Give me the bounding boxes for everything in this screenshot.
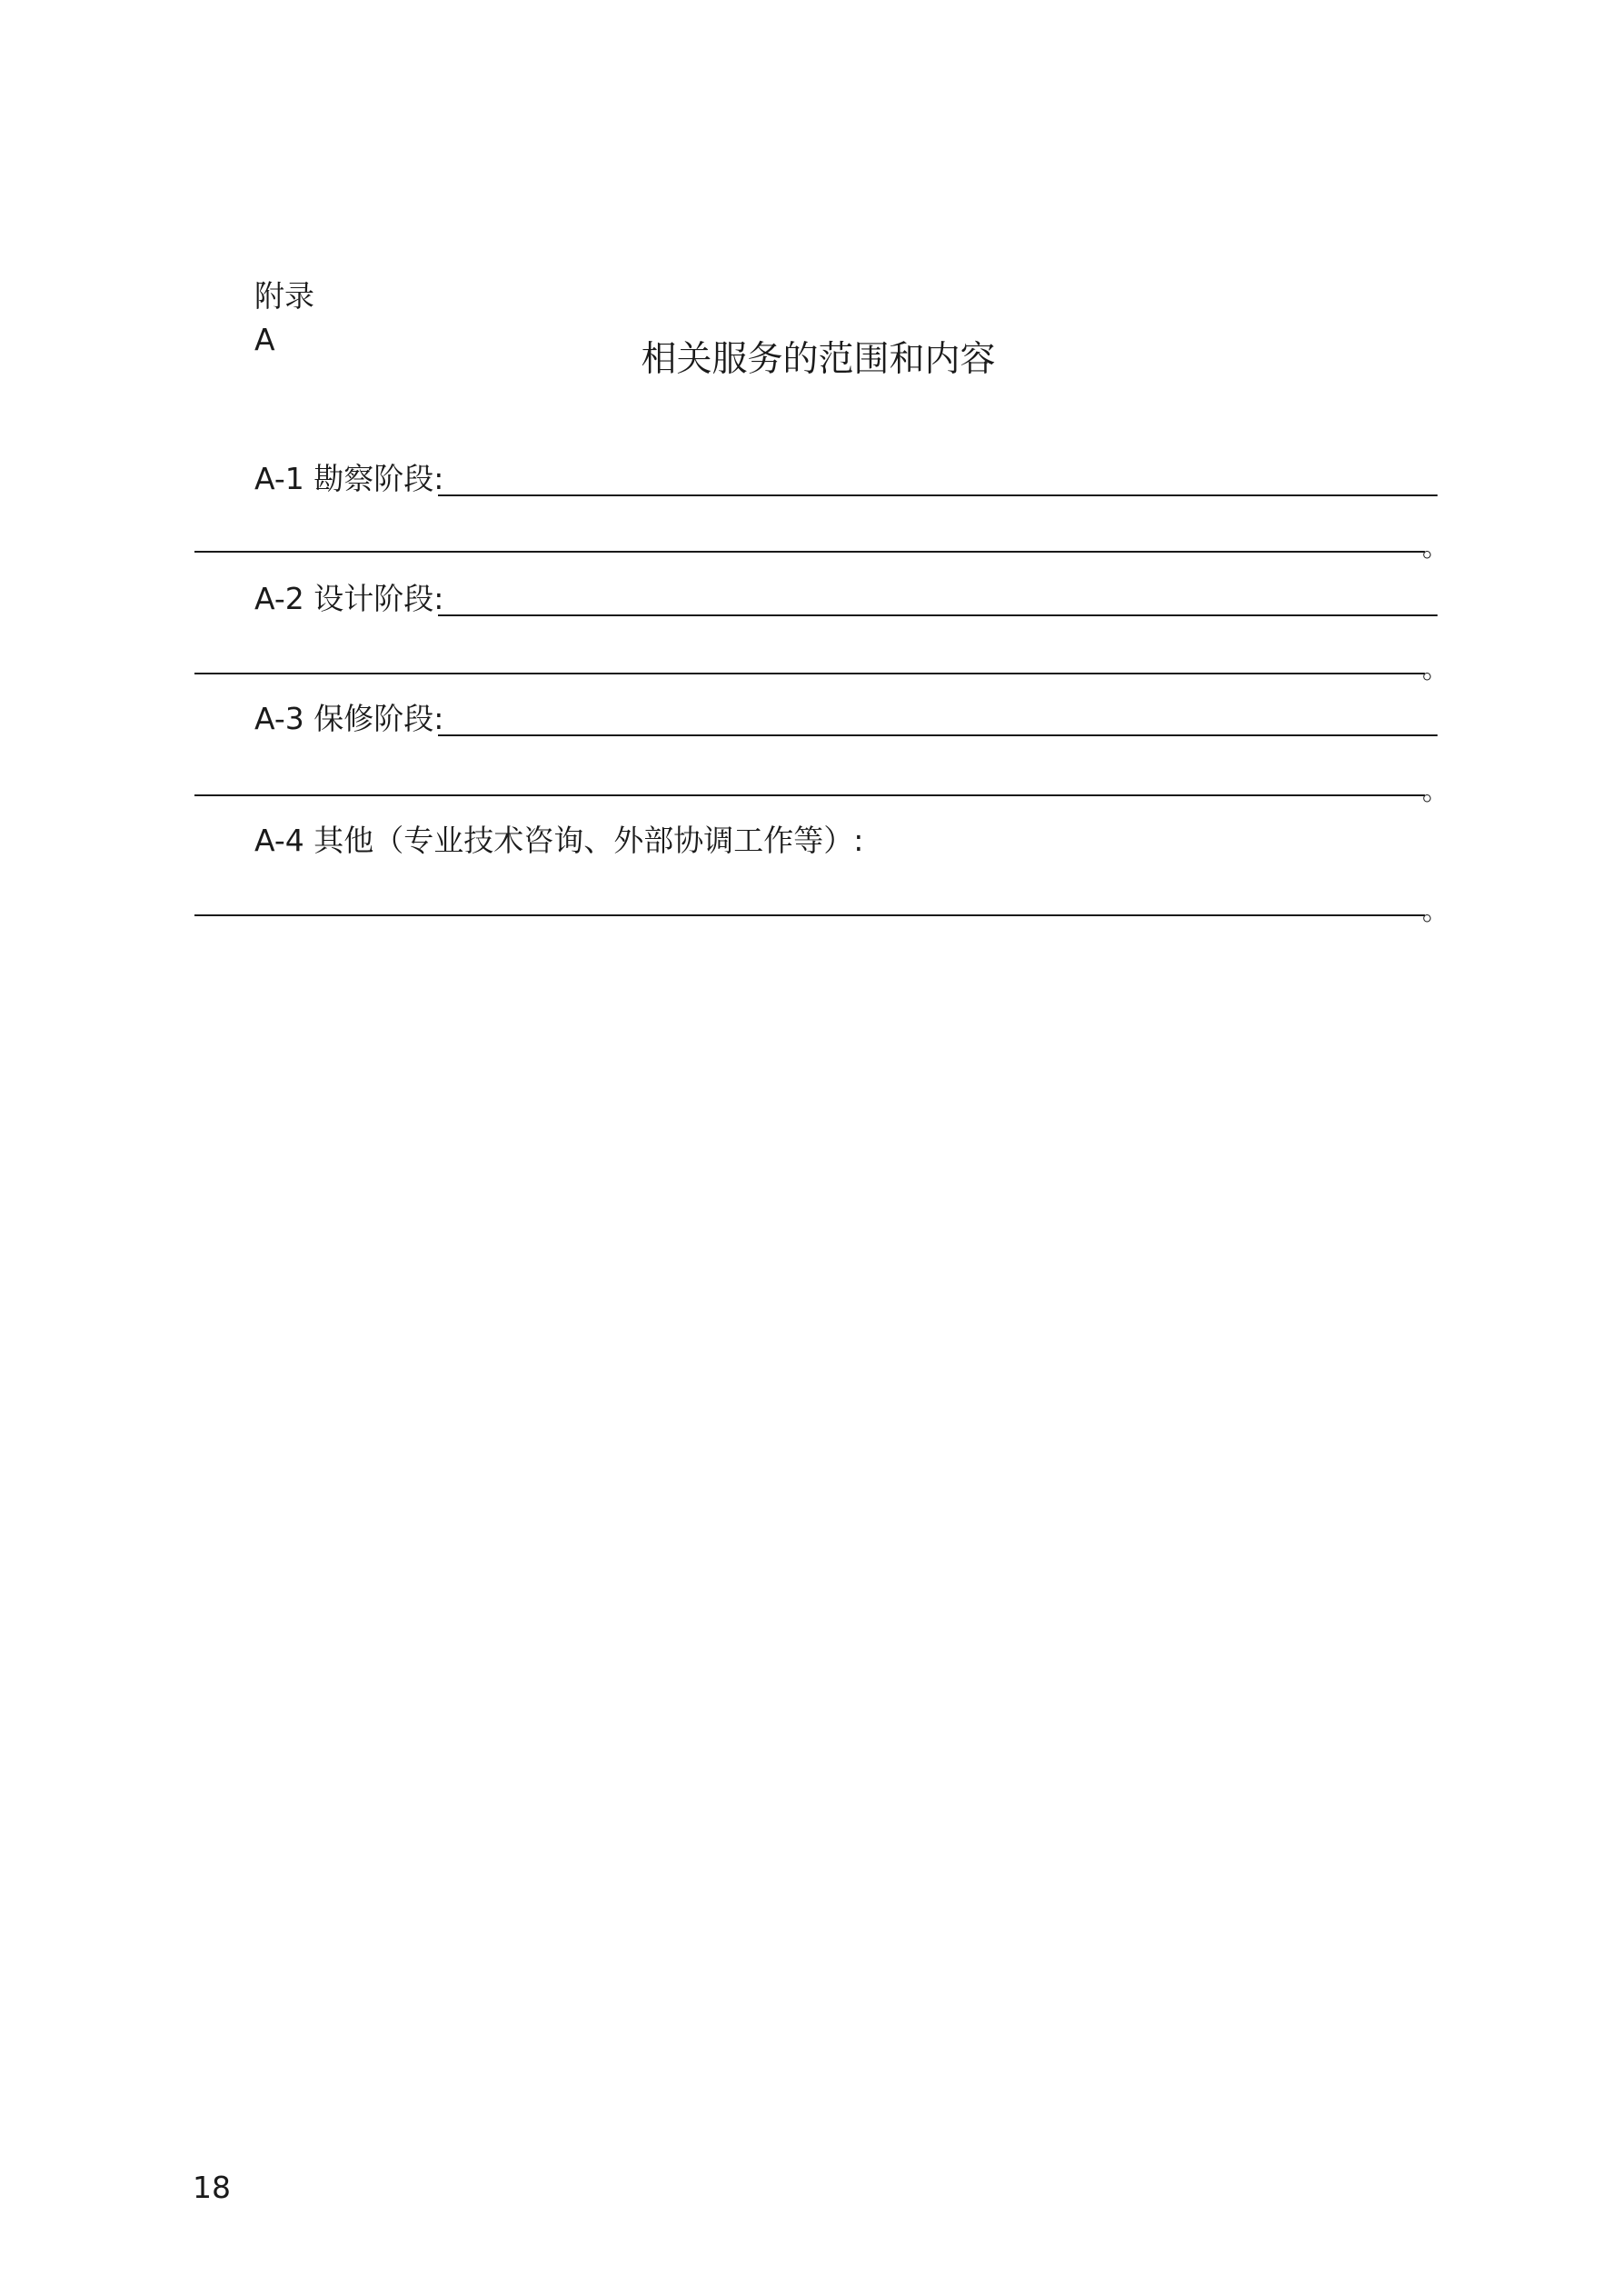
appendix-label-line2: A: [254, 322, 275, 357]
page-title: 相关服务的范围和内容: [641, 339, 996, 380]
section-label-a2: A-2 设计阶段:: [254, 581, 444, 616]
fill-line-a1-first: [438, 494, 1438, 496]
page-number: 18: [193, 2170, 231, 2205]
period-a4: 。: [1422, 895, 1449, 927]
appendix-label-line1: 附录: [254, 278, 314, 314]
fill-line-a2-second: [194, 673, 1425, 674]
period-a2: 。: [1422, 654, 1449, 685]
section-label-a4: A-4 其他（专业技术咨询、外部协调工作等）:: [254, 823, 864, 858]
section-label-a1: A-1 勘察阶段:: [254, 461, 444, 496]
section-label-a3: A-3 保修阶段:: [254, 701, 444, 736]
fill-line-a2-first: [438, 614, 1438, 616]
fill-line-a3-second: [194, 794, 1425, 796]
period-a3: 。: [1422, 775, 1449, 807]
fill-line-a1-second: [194, 551, 1425, 553]
fill-line-a4: [194, 914, 1425, 916]
fill-line-a3-first: [438, 734, 1438, 736]
period-a1: 。: [1422, 532, 1449, 564]
